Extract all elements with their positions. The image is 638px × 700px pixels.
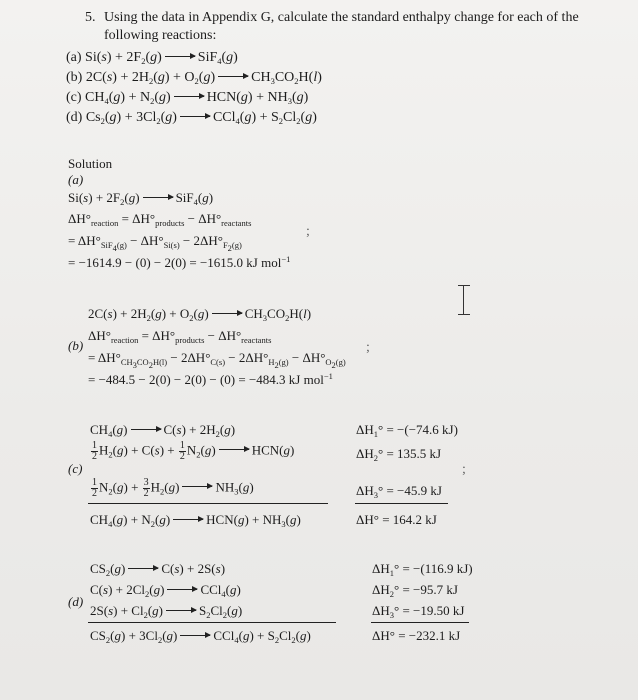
text-cursor-icon xyxy=(457,285,471,315)
solution-a-expansion: = $\Delta H^\circ_{SiF_4(g)} - \Delta H^\circ_{Si(s)} - 2\Delta H^\circ_{F_2(g)}$ xyxy=(68,233,242,253)
solution-c-label: (c) xyxy=(68,461,83,476)
solution-c-dh1: $\Delta H_1^\circ = -(-74.6$ kJ) xyxy=(356,422,458,439)
solution-heading: Solution xyxy=(68,156,113,171)
solution-d-step3: $2S(s) + Cl_2(g)$ $S_2Cl_2(g)$ xyxy=(90,603,243,620)
solution-c-dh-total: ΔH° = 164.2 kJ xyxy=(356,512,437,527)
solution-c-dh2: $\Delta H_2^\circ = 135.5$ kJ xyxy=(356,446,442,463)
problem-d: (d) $Cs_2(g) + 3Cl_2(g) CCl_4(g) + S_2Cl_2(g)$ xyxy=(66,110,317,126)
solution-a-result: = −1614.9 − (0) − 2(0) = −1615.0 kJ mol$^{-1}$ xyxy=(68,254,291,270)
problem-b: (b) $2C(s) + 2H_2(g) + O_2(g)$ $CH_3CO_2H(l)$ xyxy=(66,70,322,86)
solution-d-label: (d) xyxy=(68,594,84,609)
solution-c-step1: $CH_4(g) C(s) + 2H_2(g)$ xyxy=(90,422,236,439)
problem-number: 5. xyxy=(85,10,96,25)
solution-c-dh-sum-line xyxy=(355,503,448,504)
semicolon-a: ; xyxy=(306,224,310,239)
solution-b-definition: $\Delta H^\circ_{reaction} = \Delta H^\circ_{products} - \Delta H^\circ_{reactants}$ xyxy=(88,328,272,345)
solution-d-step2: $C(s) + 2Cl_2(g)$ CCl$_4$(g) xyxy=(90,582,241,599)
problem-stem-line2: following reactions: xyxy=(104,28,217,43)
solution-c-step2: $\frac{1}{2}$ $H_2(g) + C(s)$ + $\frac{1}{2}$ $N_2(g)$ HCN(g) xyxy=(92,440,295,462)
solution-d-overall: $CS_2(g) + 3Cl_2(g) CCl_4(g) + S_2Cl_2(g)$ xyxy=(90,628,311,645)
problem-c: (c) $CH_4(g) + N_2(g) HCN(g) + NH_3(g)$ xyxy=(66,90,309,106)
problem-a: (a) $Si(s) + 2F_2(g)$ SiF$_4$(g) xyxy=(66,50,238,66)
solution-b-label: (b) xyxy=(68,338,84,353)
semicolon-b: ; xyxy=(366,340,370,355)
solution-d-dh3: $\Delta H_3^\circ = -19.50$ kJ xyxy=(372,603,465,620)
solution-c-step3: $\frac{1}{2}$ $N_2(g)$ + $\frac{3}{2}$ $H_2(g)$ $NH_3(g)$ xyxy=(92,477,254,499)
solution-d-dh-total: ΔH° = −232.1 kJ xyxy=(372,628,461,643)
solution-c-sum-line xyxy=(88,503,328,504)
solution-d-sum-line xyxy=(88,622,336,623)
problem-stem-line1: Using the data in Appendix G, calculate the standard enthalpy change for each of the xyxy=(104,10,579,25)
solution-b-reaction: $2C(s) + 2H_2(g) + O_2(g)$ $CH_3CO_2H(l)$ xyxy=(88,306,312,323)
solution-b-result: = −484.5 − 2(0) − 2(0) − (0) = −484.3 kJ mol$^{-1}$ xyxy=(88,371,333,387)
solution-a-reaction: $Si(s) + 2F_2(g)$ SiF$_4$(g) xyxy=(68,190,214,207)
solution-d-step1: $CS_2(g) C(s) + 2S(s)$ xyxy=(90,561,226,578)
solution-b-expansion: = $\Delta H^\circ_{CH_3CO_2H(l)} - 2\Delta H^\circ_{C(s)} - 2\Delta H^\circ_{H_2(g)} - \Delta H^\circ_{O_2(g)}$ xyxy=(88,350,346,370)
solution-a-label: (a) xyxy=(68,172,84,187)
solution-c-overall: $CH_4(g) + N_2(g) HCN(g) + NH_3(g)$ xyxy=(90,512,301,529)
semicolon-c: ; xyxy=(462,462,466,477)
solution-c-dh3: $\Delta H_3^\circ = -45.9$ kJ xyxy=(356,483,442,500)
solution-d-dh-sum-line xyxy=(371,622,469,623)
solution-d-dh1: $\Delta H_1^\circ = -(116.9$ kJ) xyxy=(372,561,473,578)
solution-a-definition: $\Delta H^\circ_{reaction} = \Delta H^\circ_{products} - \Delta H^\circ_{reactants}$ xyxy=(68,211,252,228)
solution-d-dh2: $\Delta H_2^\circ = -95.7$ kJ xyxy=(372,582,458,599)
